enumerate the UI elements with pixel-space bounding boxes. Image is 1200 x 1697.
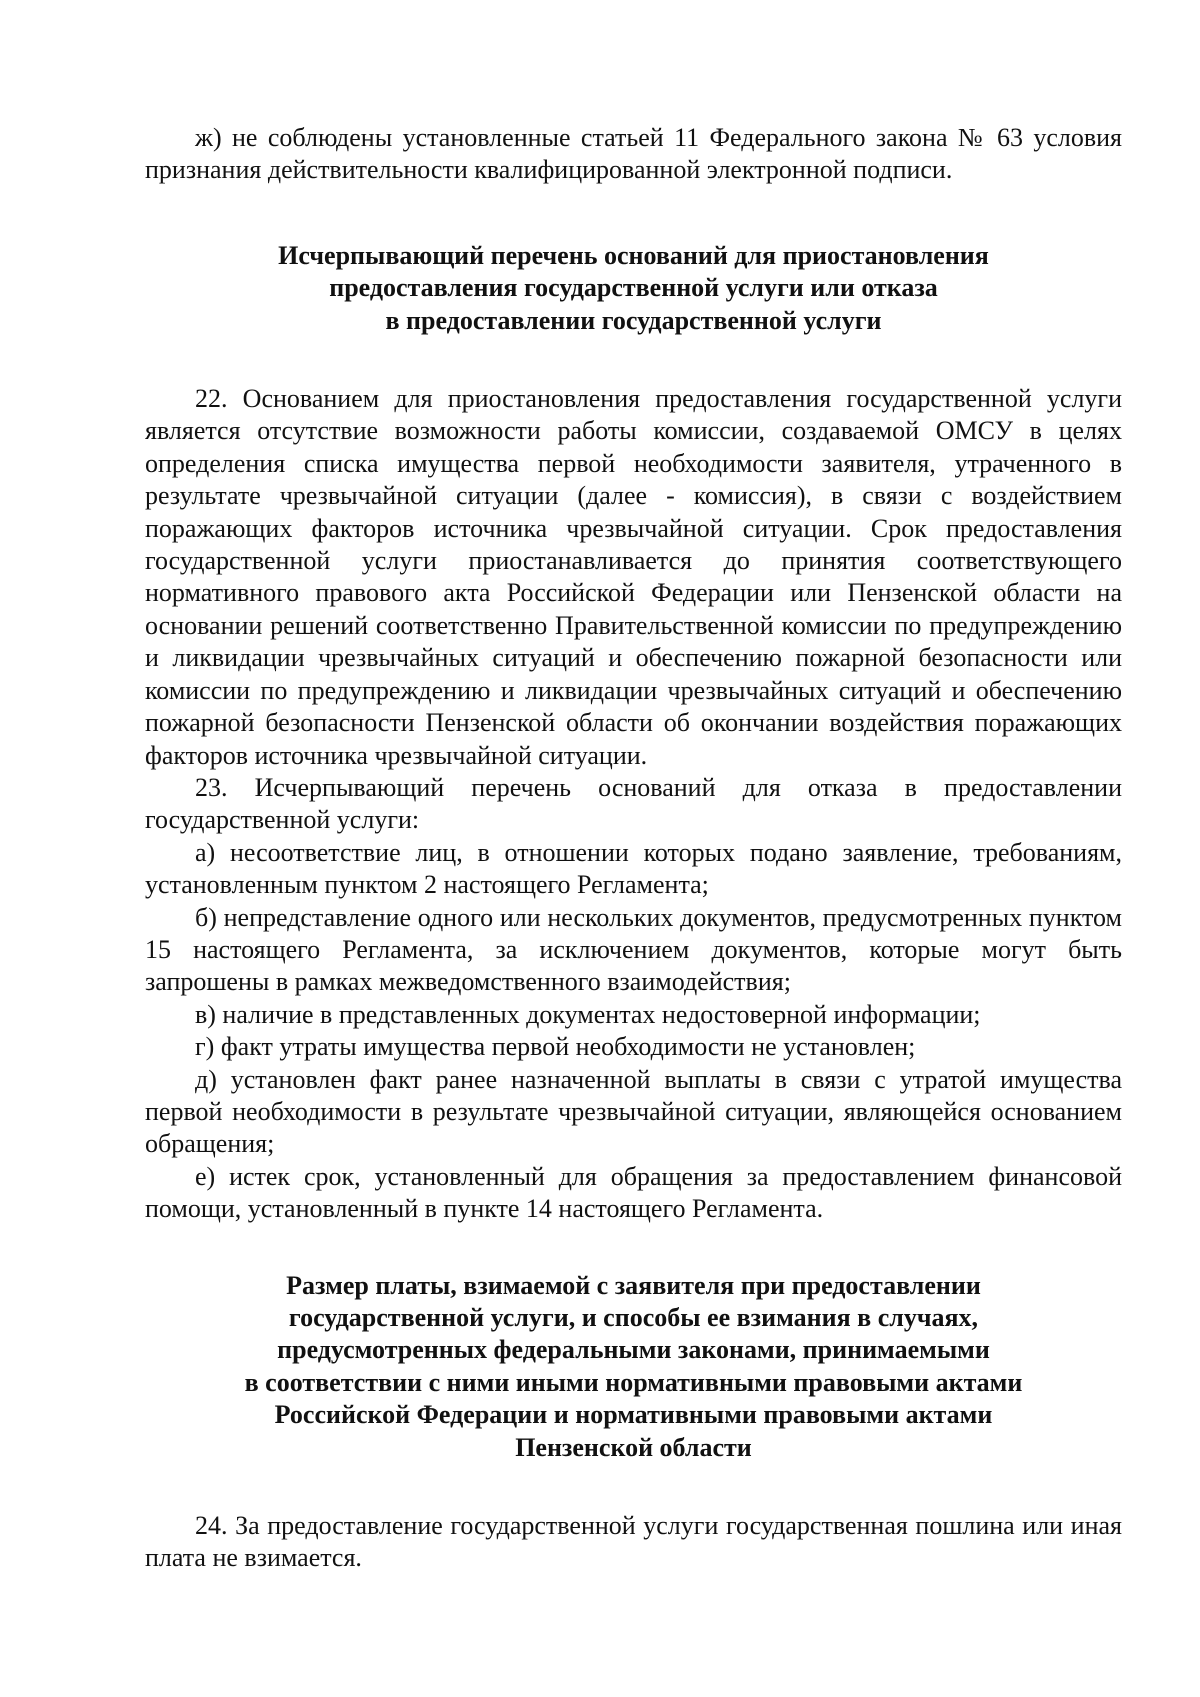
item-g-paragraph: г) факт утраты имущества первой необходимости не установлен;: [195, 1032, 916, 1062]
heading-line: предоставления государственной услуги или отказа: [329, 273, 938, 303]
heading-line: Российской Федерации и нормативными правовыми актами: [274, 1400, 993, 1430]
heading-line: государственной услуги, и способы ее взимания в случаях,: [288, 1303, 979, 1332]
heading-line: в соответствии с ними иными нормативными правовыми актами: [244, 1367, 1023, 1397]
item-d-paragraph: д) установлен факт ранее назначенной выплаты в связи с утратой имущества первой необходимости в результате чрезвычайной ситуации, являющейся основанием обращения;: [145, 1064, 1122, 1159]
heading-line: в предоставлении государственной услуги: [385, 305, 882, 335]
heading-line: Исчерпывающий перечень оснований для приостановления: [278, 240, 989, 270]
item-v-paragraph: в) наличие в представленных документах недостоверной информации;: [195, 999, 981, 1029]
paragraph-24: 24. За предоставление государственной услуги государственная пошлина или иная плата не взимается.: [145, 1511, 1122, 1573]
heading-line: Пензенской области: [515, 1432, 752, 1462]
section-heading-fee: [145, 1270, 1122, 1464]
item-e-paragraph: е) истек срок, установленный для обращения за предоставлением финансовой помощи, установленный в пункте 14 настоящего Регламента.: [145, 1161, 1122, 1224]
paragraph-22: 22. Основанием для приостановления предоставления государственной услуги является отсутствие возможности работы комиссии, создаваемой ОМСУ в целях определения списка имущества первой необходимости заявителя, утраченного в результате чрезвычайной ситуации (далее - комиссия), в связи с воздействием поражающих факторов источника чрезвычайной ситуации. Срок предоставления государственной услуги приостанавливается до принятия соответствующего нормативного правового акта Российской Федерации или Пензенской области на основании решений соответственно Правительственной комиссии по предупреждению и ликвидации чрезвычайных ситуаций и обеспечению пожарной безопасности или комиссии по предупреждению и ликвидации чрезвычайных ситуаций и обеспечению пожарной безопасности Пензенской области об окончании воздействия поражающих факторов источника чрезвычайной ситуации.: [145, 384, 1122, 770]
heading-line: предусмотренных федеральными законами, принимаемыми: [277, 1335, 990, 1365]
item-zh-paragraph: ж) не соблюдены установленные статьей 11 Федерального закона № 63 условия признания действительности квалифицированной электронной подписи.: [145, 123, 1122, 185]
heading-line: Размер платы, взимаемой с заявителя при предоставлении: [286, 1270, 981, 1300]
item-b-paragraph: б) непредставление одного или нескольких документов, предусмотренных пунктом 15 настоящего Регламента, за исключением документов, которые могут быть запрошены в рамках межведомственного взаимодействия;: [145, 902, 1122, 997]
section-heading-suspension-grounds: [145, 240, 1122, 337]
paragraph-23: 23. Исчерпывающий перечень оснований для отказа в предоставлении государственной услуги:: [145, 772, 1122, 835]
item-a-paragraph: а) несоответствие лиц, в отношении которых подано заявление, требованиям, установленным пунктом 2 настоящего Регламента;: [145, 837, 1122, 900]
